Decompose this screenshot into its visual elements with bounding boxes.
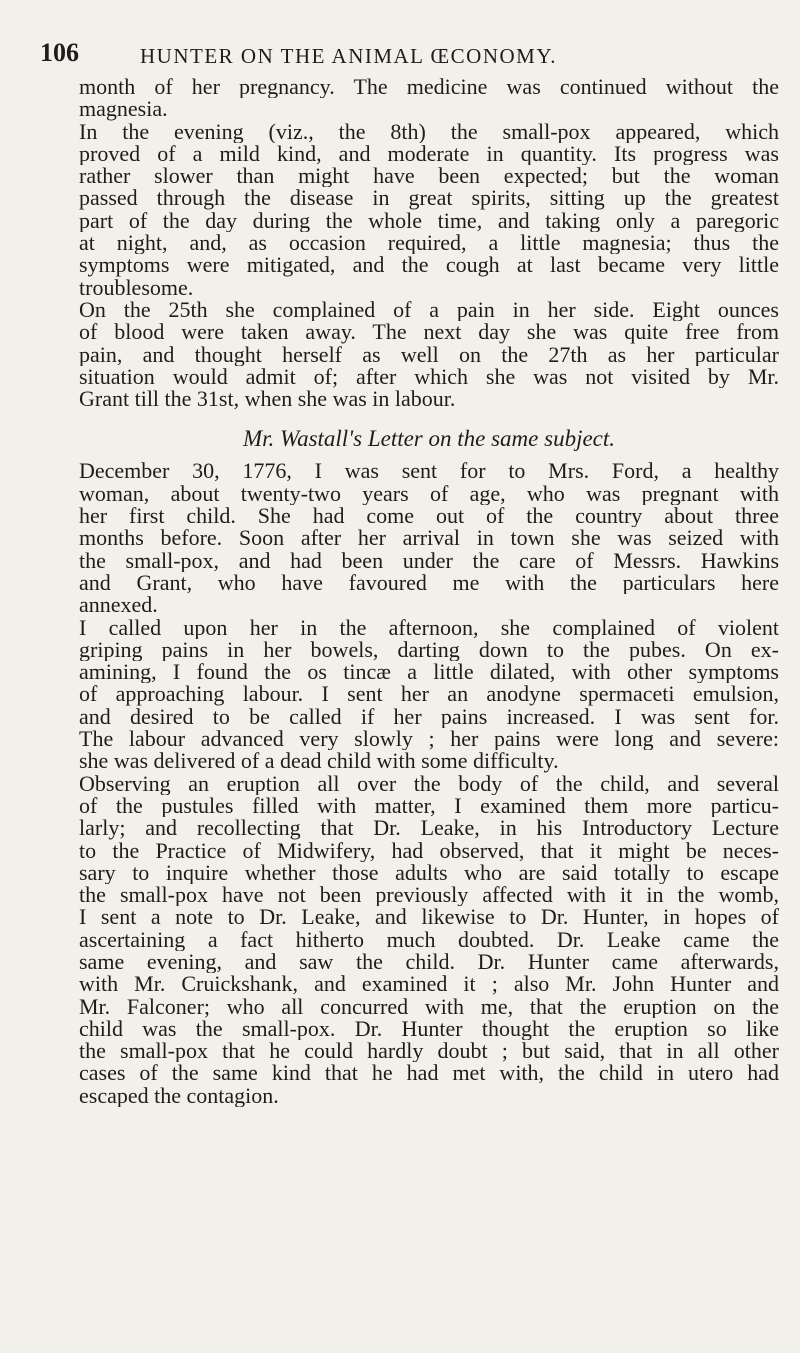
text-line: escaped the contagion.: [79, 1084, 279, 1108]
text-line: December 30, 1776, I was sent for to Mrs. Ford, a healthy: [79, 460, 779, 483]
text-line: The labour advanced very slowly ; her pains were long and severe:: [79, 728, 779, 751]
text-line: the small-pox, and had been under the care of Messrs. Hawkins: [79, 549, 779, 572]
text-line: part of the day during the whole time, and taking only a paregoric: [79, 209, 779, 233]
text-line: annexed.: [79, 594, 158, 617]
paragraph: [79, 773, 779, 1107]
paragraph: [79, 617, 779, 773]
text-line: of approaching labour. I sent her an anodyne spermaceti emulsion,: [79, 683, 779, 706]
paragraph: [79, 299, 779, 410]
text-line: passed through the disease in great spirits, sitting up the greatest: [79, 187, 779, 210]
text-line: rather slower than might have been expected; but the woman: [79, 165, 779, 188]
text-line: larly; and recollecting that Dr. Leake, in his Introductory Lecture: [79, 817, 779, 840]
text-line: of the pustules filled with matter, I examined them more particu-: [79, 794, 779, 818]
paragraph: [79, 76, 779, 121]
text-line: same evening, and saw the child. Dr. Hunter came afterwards,: [79, 950, 779, 974]
text-line: the small-pox that he could hardly doubt ; but said, that in all other: [79, 1040, 779, 1063]
page-number: 106: [40, 38, 79, 67]
body-text: [79, 76, 779, 1107]
paragraph: [79, 460, 779, 616]
page-header: [40, 38, 730, 78]
text-line: griping pains in her bowels, darting down to the pubes. On ex-: [79, 638, 779, 662]
text-line: On the 25th she complained of a pain in her side. Eight ounces: [79, 298, 779, 322]
text-line: situation would admit of; after which she was not visited by Mr.: [79, 365, 779, 389]
text-line: her first child. She had come out of the country about three: [79, 505, 779, 528]
text-line: cases of the same kind that he had met with, the child in utero had: [79, 1062, 779, 1085]
text-line: Observing an eruption all over the body of the child, and several: [79, 772, 779, 795]
running-head: HUNTER ON THE ANIMAL ŒCONOMY.: [140, 44, 558, 68]
text-line: pain, and thought herself as well on the 27th as her particular: [79, 343, 779, 366]
text-line: she was delivered of a dead child with some difficulty.: [79, 750, 559, 773]
text-line: I sent a note to Dr. Leake, and likewise to Dr. Hunter, in hopes of: [79, 906, 779, 929]
text-line: Grant till the 31st, when she was in labour.: [79, 388, 456, 411]
text-line: to the Practice of Midwifery, had observed, that it might be neces-: [79, 839, 779, 862]
text-line: symptoms were mitigated, and the cough at last became very little: [79, 254, 779, 277]
section-heading: Mr. Wastall's Letter on the same subject.: [242, 426, 616, 452]
text-line: proved of a mild kind, and moderate in quantity. Its progress was: [79, 142, 779, 166]
text-line: woman, about twenty-two years of age, who was pregnant with: [79, 482, 779, 506]
paragraphs-before-heading: [79, 76, 779, 410]
text-line: and desired to be called if her pains increased. I was sent for.: [79, 705, 779, 729]
text-line: In the evening (viz., the 8th) the small-pox appeared, which: [79, 120, 779, 143]
text-line: magnesia.: [79, 98, 168, 121]
text-line: of blood were taken away. The next day she was quite free from: [79, 321, 779, 344]
text-line: amining, I found the os tincæ a little dilated, with other symptoms: [79, 661, 779, 684]
text-line: months before. Soon after her arrival in town she was seized with: [79, 527, 779, 550]
text-line: the small-pox have not been previously affected with it in the womb,: [79, 884, 779, 907]
text-line: Mr. Falconer; who all concurred with me, that the eruption on the: [79, 995, 779, 1018]
text-line: ascertaining a fact hitherto much doubted. Dr. Leake came the: [79, 928, 779, 951]
text-line: at night, and, as occasion required, a little magnesia; thus the: [79, 232, 779, 255]
text-line: troublesome.: [79, 276, 194, 299]
text-line: with Mr. Cruickshank, and examined it ; also Mr. John Hunter and: [79, 973, 779, 996]
text-line: month of her pregnancy. The medicine was continued without the: [79, 76, 779, 99]
text-line: and Grant, who have favoured me with the particulars here: [79, 571, 779, 595]
text-line: I called upon her in the afternoon, she complained of violent: [79, 616, 779, 639]
text-line: child was the small-pox. Dr. Hunter thought the eruption so like: [79, 1017, 779, 1041]
text-line: sary to inquire whether those adults who are said totally to escape: [79, 861, 779, 885]
paragraph: [79, 121, 779, 299]
paragraphs-after-heading: [79, 460, 779, 1107]
